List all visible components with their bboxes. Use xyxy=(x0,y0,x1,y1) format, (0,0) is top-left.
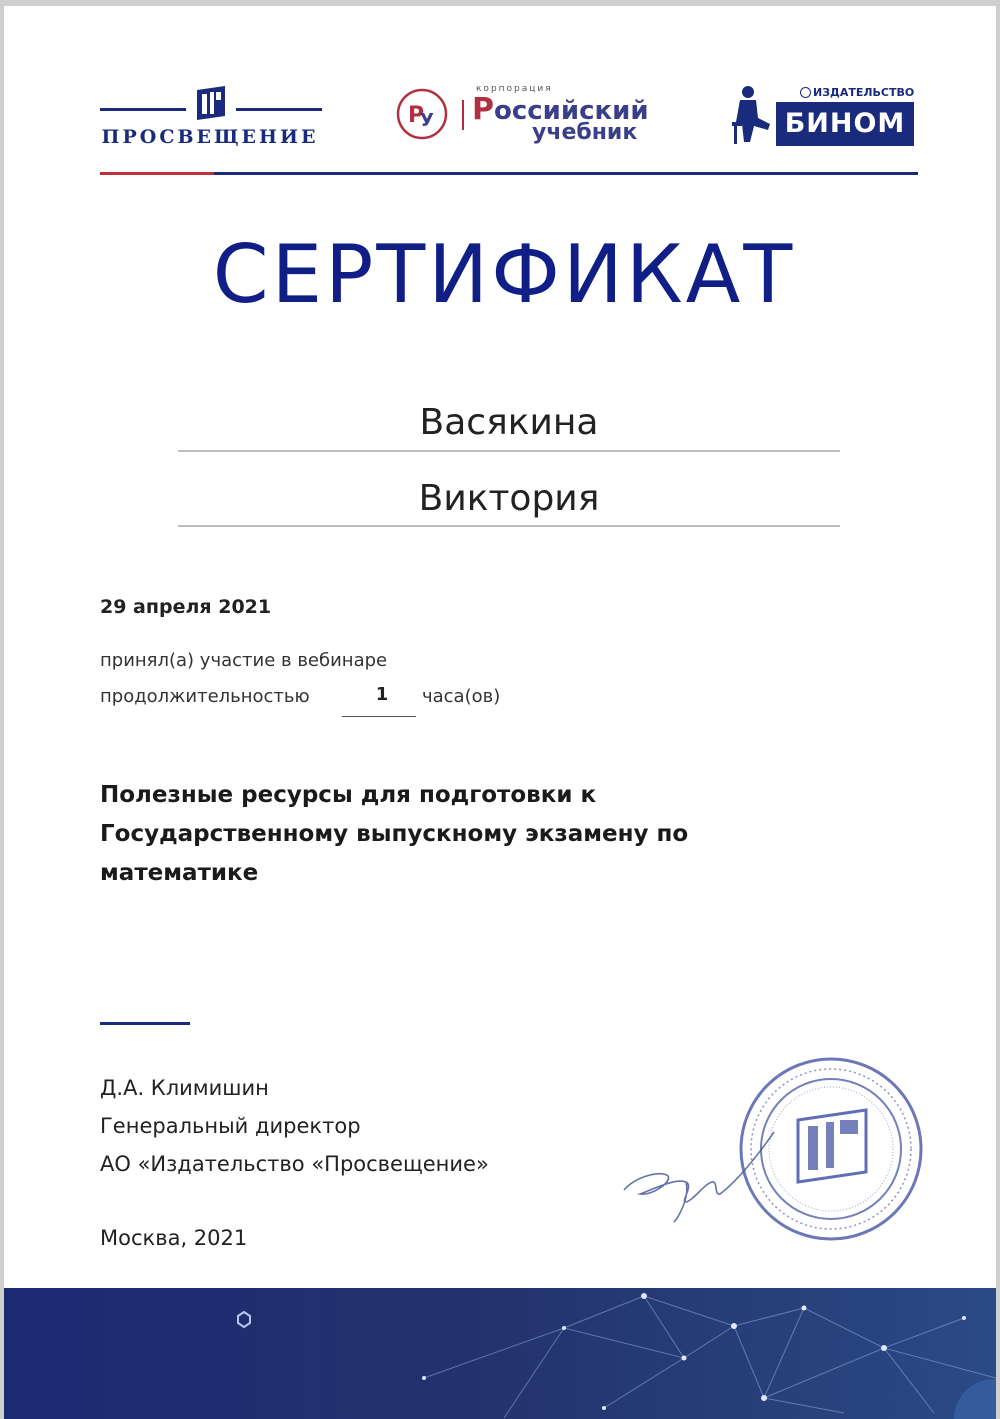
prosveshchenie-logo xyxy=(98,86,322,156)
first-name-rule xyxy=(178,525,840,527)
prosveshchenie-wordmark: ПРОСВЕЩЕНИЕ xyxy=(101,126,319,148)
binom-publisher xyxy=(800,86,914,99)
seated-figure-icon xyxy=(728,84,772,146)
ru-line2: учебник xyxy=(532,120,638,145)
svg-text:Р: Р xyxy=(408,103,425,128)
recipient-last-name: Васякина xyxy=(419,402,599,443)
signatory-position: Генеральный директор xyxy=(100,1114,361,1138)
event-date: 29 апреля 2021 xyxy=(100,596,272,618)
ru-corporation-label: корпорация xyxy=(476,84,553,94)
binom-publisher-label: ИЗДАТЕЛЬСТВО xyxy=(813,86,915,99)
network-banner xyxy=(4,1288,996,1419)
participation-text: принял(а) участие в вебинаре xyxy=(100,650,388,671)
duration-value: 1 xyxy=(375,684,389,705)
globe-icon xyxy=(800,87,811,98)
ru-circle-icon xyxy=(396,88,448,140)
signature-rule xyxy=(100,1022,190,1025)
signatory-name: Д.А. Климишин xyxy=(100,1076,269,1100)
header-rule-accent xyxy=(100,172,214,175)
russian-textbook-logo xyxy=(396,82,666,152)
logo-separator xyxy=(462,100,464,130)
signatory-company: АО «Издательство «Просвещение» xyxy=(100,1152,489,1176)
binom-name: БИНОМ xyxy=(776,102,914,146)
binom-logo xyxy=(722,84,922,154)
signature-icon xyxy=(616,1118,786,1228)
logo-bar-right xyxy=(236,108,322,111)
logo-bar-left xyxy=(100,108,186,111)
svg-text:У: У xyxy=(420,110,434,131)
duration-unit: часа(ов) xyxy=(422,686,501,707)
ru-line1-text: оссийский xyxy=(494,96,649,126)
webinar-topic: Полезные ресурсы для подготовки к Государственному выпускному экзамену по математике xyxy=(100,782,689,886)
certificate-title: СЕРТИФИКАТ xyxy=(212,228,796,321)
recipient-first-name: Виктория xyxy=(418,478,600,519)
ru-red-letter: Р xyxy=(472,92,494,127)
last-name-rule xyxy=(178,450,840,452)
duration-rule xyxy=(342,716,416,717)
duration-label: продолжительностью xyxy=(100,686,310,707)
prosveshchenie-mark-icon xyxy=(195,86,227,122)
place-year: Москва, 2021 xyxy=(100,1226,248,1250)
header-rule xyxy=(100,172,918,175)
certificate-page xyxy=(4,6,996,1419)
